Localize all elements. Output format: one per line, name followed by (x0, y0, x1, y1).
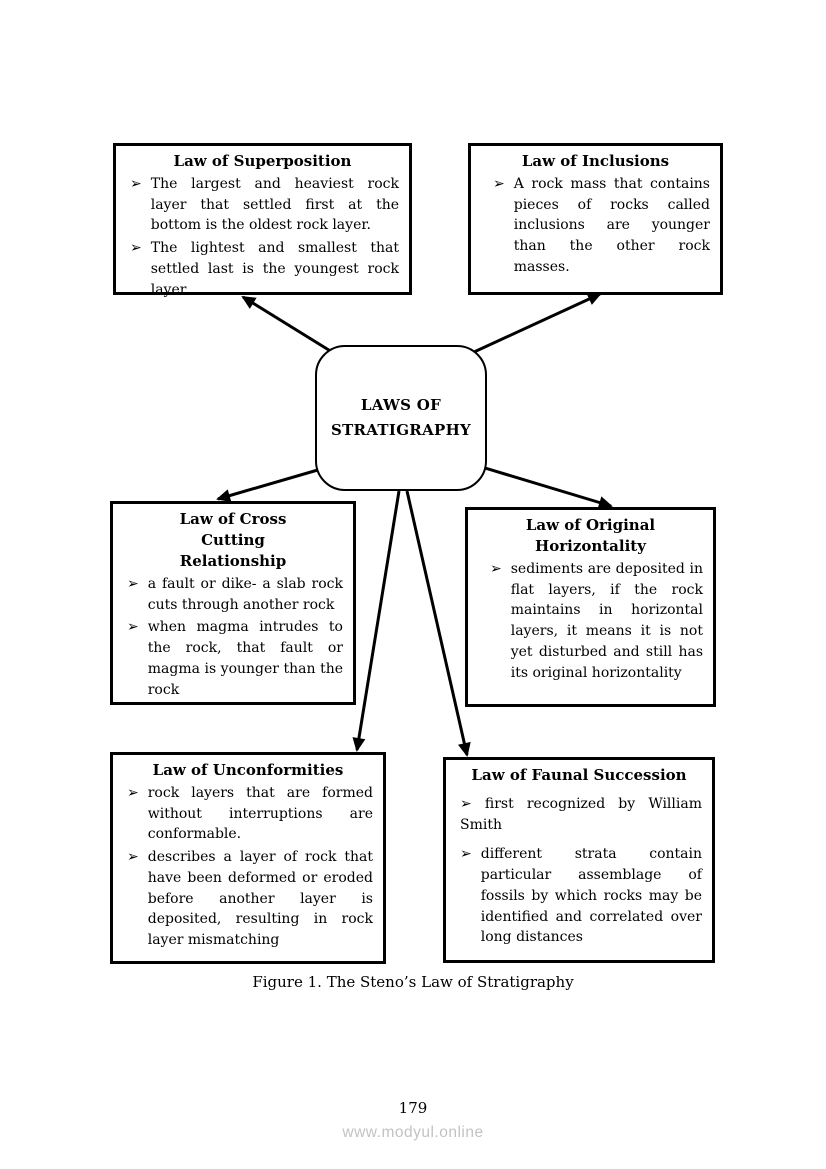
bullet-text: A rock mass that contains pieces of rocks called inclusions are younger than the other rock masses. (513, 176, 710, 275)
box-title: Law of Original Horizontality (525, 516, 656, 555)
bullet-item (130, 238, 399, 300)
box-title: Law of Faunal Succession (471, 766, 687, 784)
bullet-text: rock layers that are formed without interruptions are conformable. (147, 785, 373, 843)
box-law-of-faunal-succession (443, 757, 715, 963)
page-number: 179 (398, 1099, 428, 1117)
box-title: Law of Cross Cutting Relationship (179, 510, 287, 570)
bullet-text: describes a layer of rock that have been deformed or eroded before another layer is deposited, resulting in rock layer mismatching (147, 849, 373, 949)
arrow-to-inclusions (474, 294, 600, 352)
bullet-text: The largest and heaviest rock layer that settled first at the bottom is the oldest rock layer. (150, 176, 399, 234)
arrow-to-faunal-succession (407, 491, 467, 755)
bullet-item (127, 617, 343, 700)
bullet-text: a fault or dike- a slab rock cuts through another rock (147, 576, 343, 613)
bullet-item (493, 174, 710, 278)
bullet-item (127, 783, 373, 845)
center-node-title: LAWS OF STRATIGRAPHY (330, 395, 472, 439)
box-law-of-inclusions (468, 143, 723, 295)
box-law-of-unconformities (110, 752, 386, 964)
bullet-item (460, 844, 702, 948)
center-node-laws-of-stratigraphy (315, 345, 487, 491)
bullet-text: The lightest and smallest that settled last is the youngest rock layer. (150, 240, 399, 298)
bullet-text: when magma intrudes to the rock, that fault or magma is younger than the rock (147, 619, 343, 698)
box-law-of-original-horizontality (465, 507, 716, 707)
arrow-bullet-icon: ➢ (130, 176, 142, 192)
watermark: www.modyul.online (342, 1124, 484, 1141)
bullet-item (127, 574, 343, 615)
arrow-bullet-icon: ➢ (127, 619, 139, 636)
arrow-to-unconformities (357, 491, 399, 750)
bullet-item (460, 794, 702, 835)
arrow-bullet-icon: ➢ (493, 176, 505, 192)
bullet-item (490, 559, 703, 683)
arrow-bullet-icon: ➢ (460, 846, 472, 863)
box-title: Law of Inclusions (521, 152, 670, 170)
arrow-to-cross-cutting (218, 467, 328, 499)
bullet-text: sediments are deposited in flat layers, if the rock maintains in horizontal layers, it means it is not yet disturbed and still has its original horizontality (510, 561, 703, 681)
arrow-bullet-icon: ➢ (490, 561, 502, 577)
arrow-bullet-icon: ➢ (127, 849, 139, 866)
arrow-bullet-icon: ➢ (127, 576, 139, 592)
box-law-of-cross-cutting-relationship (110, 501, 356, 705)
figure-caption: Figure 1. The Steno’s Law of Stratigraphy (252, 973, 574, 991)
bullet-text: first recognized by William Smith (460, 796, 702, 833)
bullet-item (130, 174, 399, 236)
arrow-bullet-icon: ➢ (460, 796, 472, 812)
arrow-bullet-icon: ➢ (130, 240, 142, 257)
bullet-item (127, 847, 373, 951)
arrow-to-original-horizontality (475, 465, 611, 506)
box-law-of-superposition (113, 143, 412, 298)
bullet-text: different strata contain particular assemblage of fossils by which rocks may be identified and correlated over long distances (480, 846, 702, 946)
box-title: Law of Superposition (173, 152, 352, 170)
arrow-bullet-icon: ➢ (127, 785, 139, 801)
box-title: Law of Unconformities (152, 761, 344, 779)
arrow-to-superposition (243, 297, 332, 352)
